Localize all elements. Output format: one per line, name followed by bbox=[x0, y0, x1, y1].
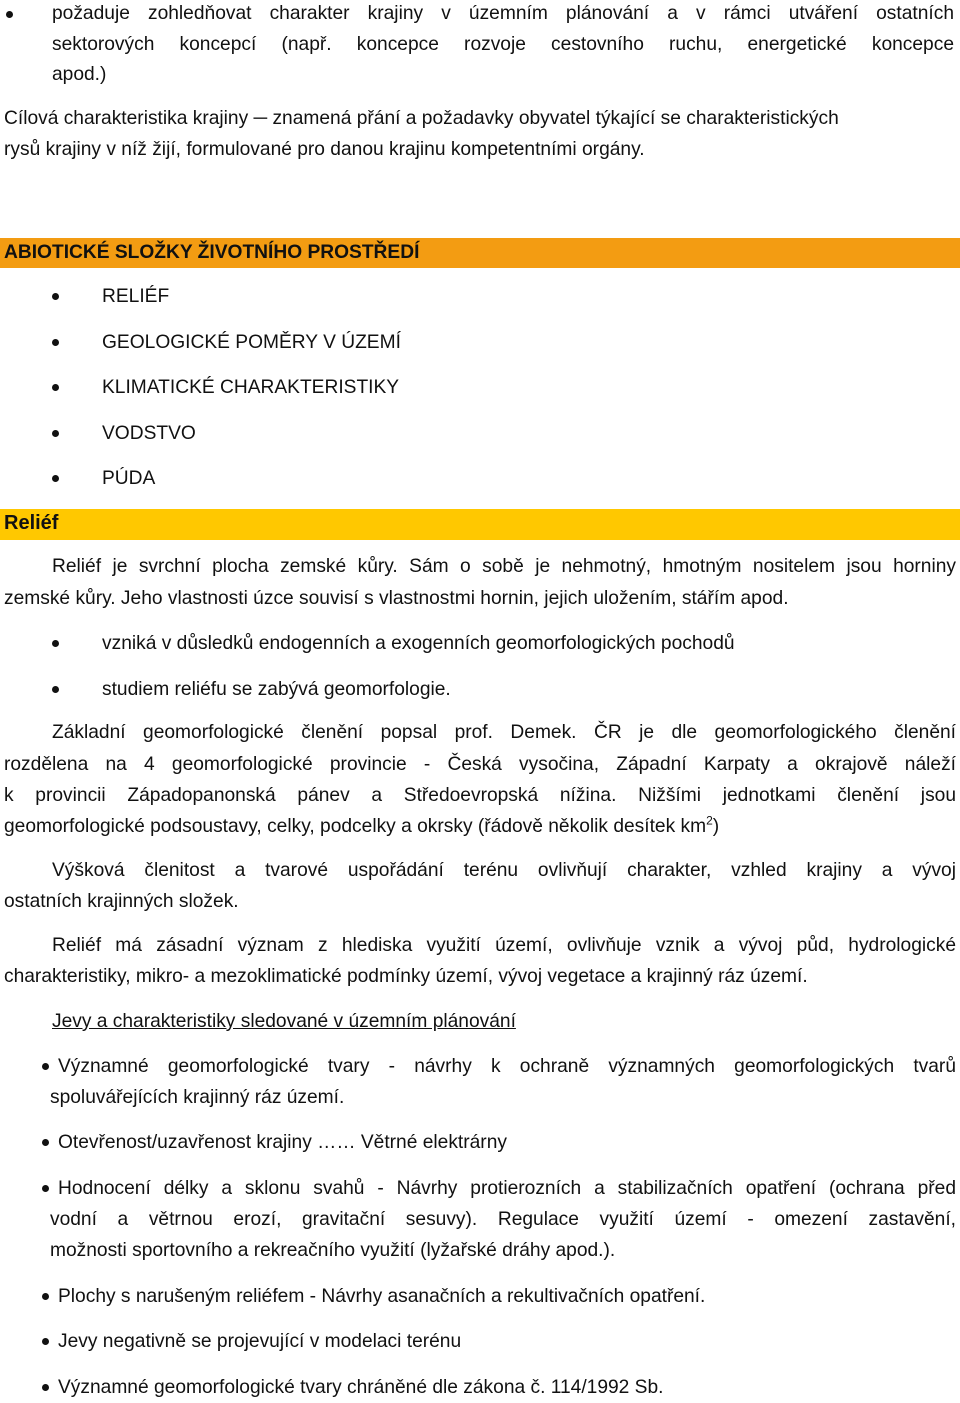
relief-bullet: vzniká v důsledků endogenních a exogenních geomorfologických pochodů bbox=[102, 633, 735, 654]
phenomena-item-line-1: Jevy negativně se projevující v modelaci terénu bbox=[58, 1331, 462, 1352]
phenomena-item-line-2: spoluvářejících krajinný ráz území. bbox=[50, 1087, 345, 1108]
bullet-icon bbox=[42, 1063, 49, 1070]
intro-bullet-line-3: apod.) bbox=[52, 64, 107, 85]
intro-bullet-line-1: požaduje zohledňovat charakter krajiny v územním plánování a v rámci utváření ostatních bbox=[52, 3, 954, 24]
phenomena-item-line-1: Významné geomorfologické tvary - návrhy k ochraně významných geomorfologických tvarů bbox=[58, 1056, 956, 1077]
abiotic-item: KLIMATICKÉ CHARAKTERISTIKY bbox=[102, 377, 400, 398]
abiotic-item: RELIÉF bbox=[102, 286, 170, 307]
abiotic-item: VODSTVO bbox=[102, 423, 196, 444]
phenomena-item-line-1: Otevřenost/uzavřenost krajiny …… Větrné elektrárny bbox=[58, 1132, 507, 1153]
phenomena-item-line-1: Hodnocení délky a sklonu svahů - Návrhy protierozních a stabilizačních opatření (ochrana před bbox=[58, 1178, 956, 1199]
bullet-icon bbox=[52, 430, 59, 437]
bullet-icon bbox=[42, 1139, 49, 1146]
bullet-icon bbox=[52, 686, 59, 693]
bullet-icon bbox=[52, 339, 59, 346]
bullet-icon bbox=[52, 293, 59, 300]
abiotic-item: PÚDA bbox=[102, 468, 156, 489]
target-char-line-1: Cílová charakteristika krajiny ─ znamená přání a požadavky obyvatel týkající se charakteristických bbox=[4, 108, 839, 129]
abiotic-heading: ABIOTICKÉ SLOŽKY ŽIVOTNÍHO PROSTŘEDÍ bbox=[4, 242, 420, 263]
superscript: 2 bbox=[706, 813, 713, 828]
bullet-icon bbox=[6, 11, 13, 18]
relief-bullet: studiem reliéfu se zabývá geomorfologie. bbox=[102, 679, 451, 700]
abiotic-item: GEOLOGICKÉ POMĚRY V ÚZEMÍ bbox=[102, 332, 401, 353]
relief-para1-line-2: zemské kůry. Jeho vlastnosti úzce souvisí s vlastnostmi hornin, jejich uložením, stářím apod. bbox=[4, 588, 789, 609]
relief-para4-line-1: Reliéf má zásadní význam z hlediska využití území, ovlivňuje vznik a vývoj půd, hydrologické bbox=[52, 935, 956, 956]
bullet-icon bbox=[52, 640, 59, 647]
bullet-icon bbox=[42, 1384, 49, 1391]
phenomena-item-line-1: Plochy s narušeným reliéfem - Návrhy asanačních a rekultivačních opatření. bbox=[58, 1286, 706, 1307]
relief-para3-line-2: ostatních krajinných složek. bbox=[4, 891, 239, 912]
relief-para2-line-4-text: geomorfologické podsoustavy, celky, podcelky a okrsky (řádově několik desítek km bbox=[4, 816, 707, 837]
relief-para1-line-1: Reliéf je svrchní plocha zemské kůry. Sám o sobě je nehmotný, hmotným nositelem jsou horniny bbox=[52, 556, 956, 577]
relief-heading-bar bbox=[0, 509, 960, 540]
bullet-icon bbox=[52, 384, 59, 391]
relief-heading: Reliéf bbox=[4, 512, 59, 534]
bullet-icon bbox=[42, 1293, 49, 1300]
relief-para2-line-2: rozdělena na 4 geomorfologické provincie - Česká vysočina, Západní Karpaty a okrajově náleží bbox=[4, 754, 956, 775]
relief-para2-line-4 bbox=[4, 811, 719, 842]
phenomena-item-line-3: možnosti sportovního a rekreačního využití (lyžařské dráhy apod.). bbox=[50, 1240, 616, 1261]
target-char-line-2: rysů krajiny v níž žijí, formulované pro danou krajinu kompetentními orgány. bbox=[4, 139, 645, 160]
relief-para4-line-2: charakteristiky, mikro- a mezoklimatické podmínky území, vývoj vegetace a krajinný ráz území. bbox=[4, 966, 808, 987]
phenomena-item-line-1: Významné geomorfologické tvary chráněné dle zákona č. 114/1992 Sb. bbox=[58, 1377, 664, 1398]
relief-para2-line-1: Základní geomorfologické členění popsal prof. Demek. ČR je dle geomorfologického členění bbox=[52, 722, 956, 743]
bullet-icon bbox=[42, 1338, 49, 1345]
intro-bullet-line-2: sektorových koncepcí (např. koncepce rozvoje cestovního ruchu, energetické koncepce bbox=[52, 34, 954, 55]
relief-para2-line-4-end: ) bbox=[712, 816, 720, 837]
phenomena-item-line-2: vodní a větrnou erozí, gravitační sesuvy). Regulace využití území - omezení zastavění, bbox=[50, 1209, 956, 1230]
relief-para2-line-3: k provincii Západopanonská pánev a Středoevropská nížina. Nižšími jednotkami členění jsou bbox=[4, 785, 956, 806]
phenomena-title: Jevy a charakteristiky sledované v územním plánování bbox=[52, 1011, 516, 1032]
relief-para3-line-1: Výšková členitost a tvarové uspořádání terénu ovlivňují charakter, vzhled krajiny a vývoj bbox=[52, 860, 956, 881]
bullet-icon bbox=[42, 1185, 49, 1192]
bullet-icon bbox=[52, 475, 59, 482]
